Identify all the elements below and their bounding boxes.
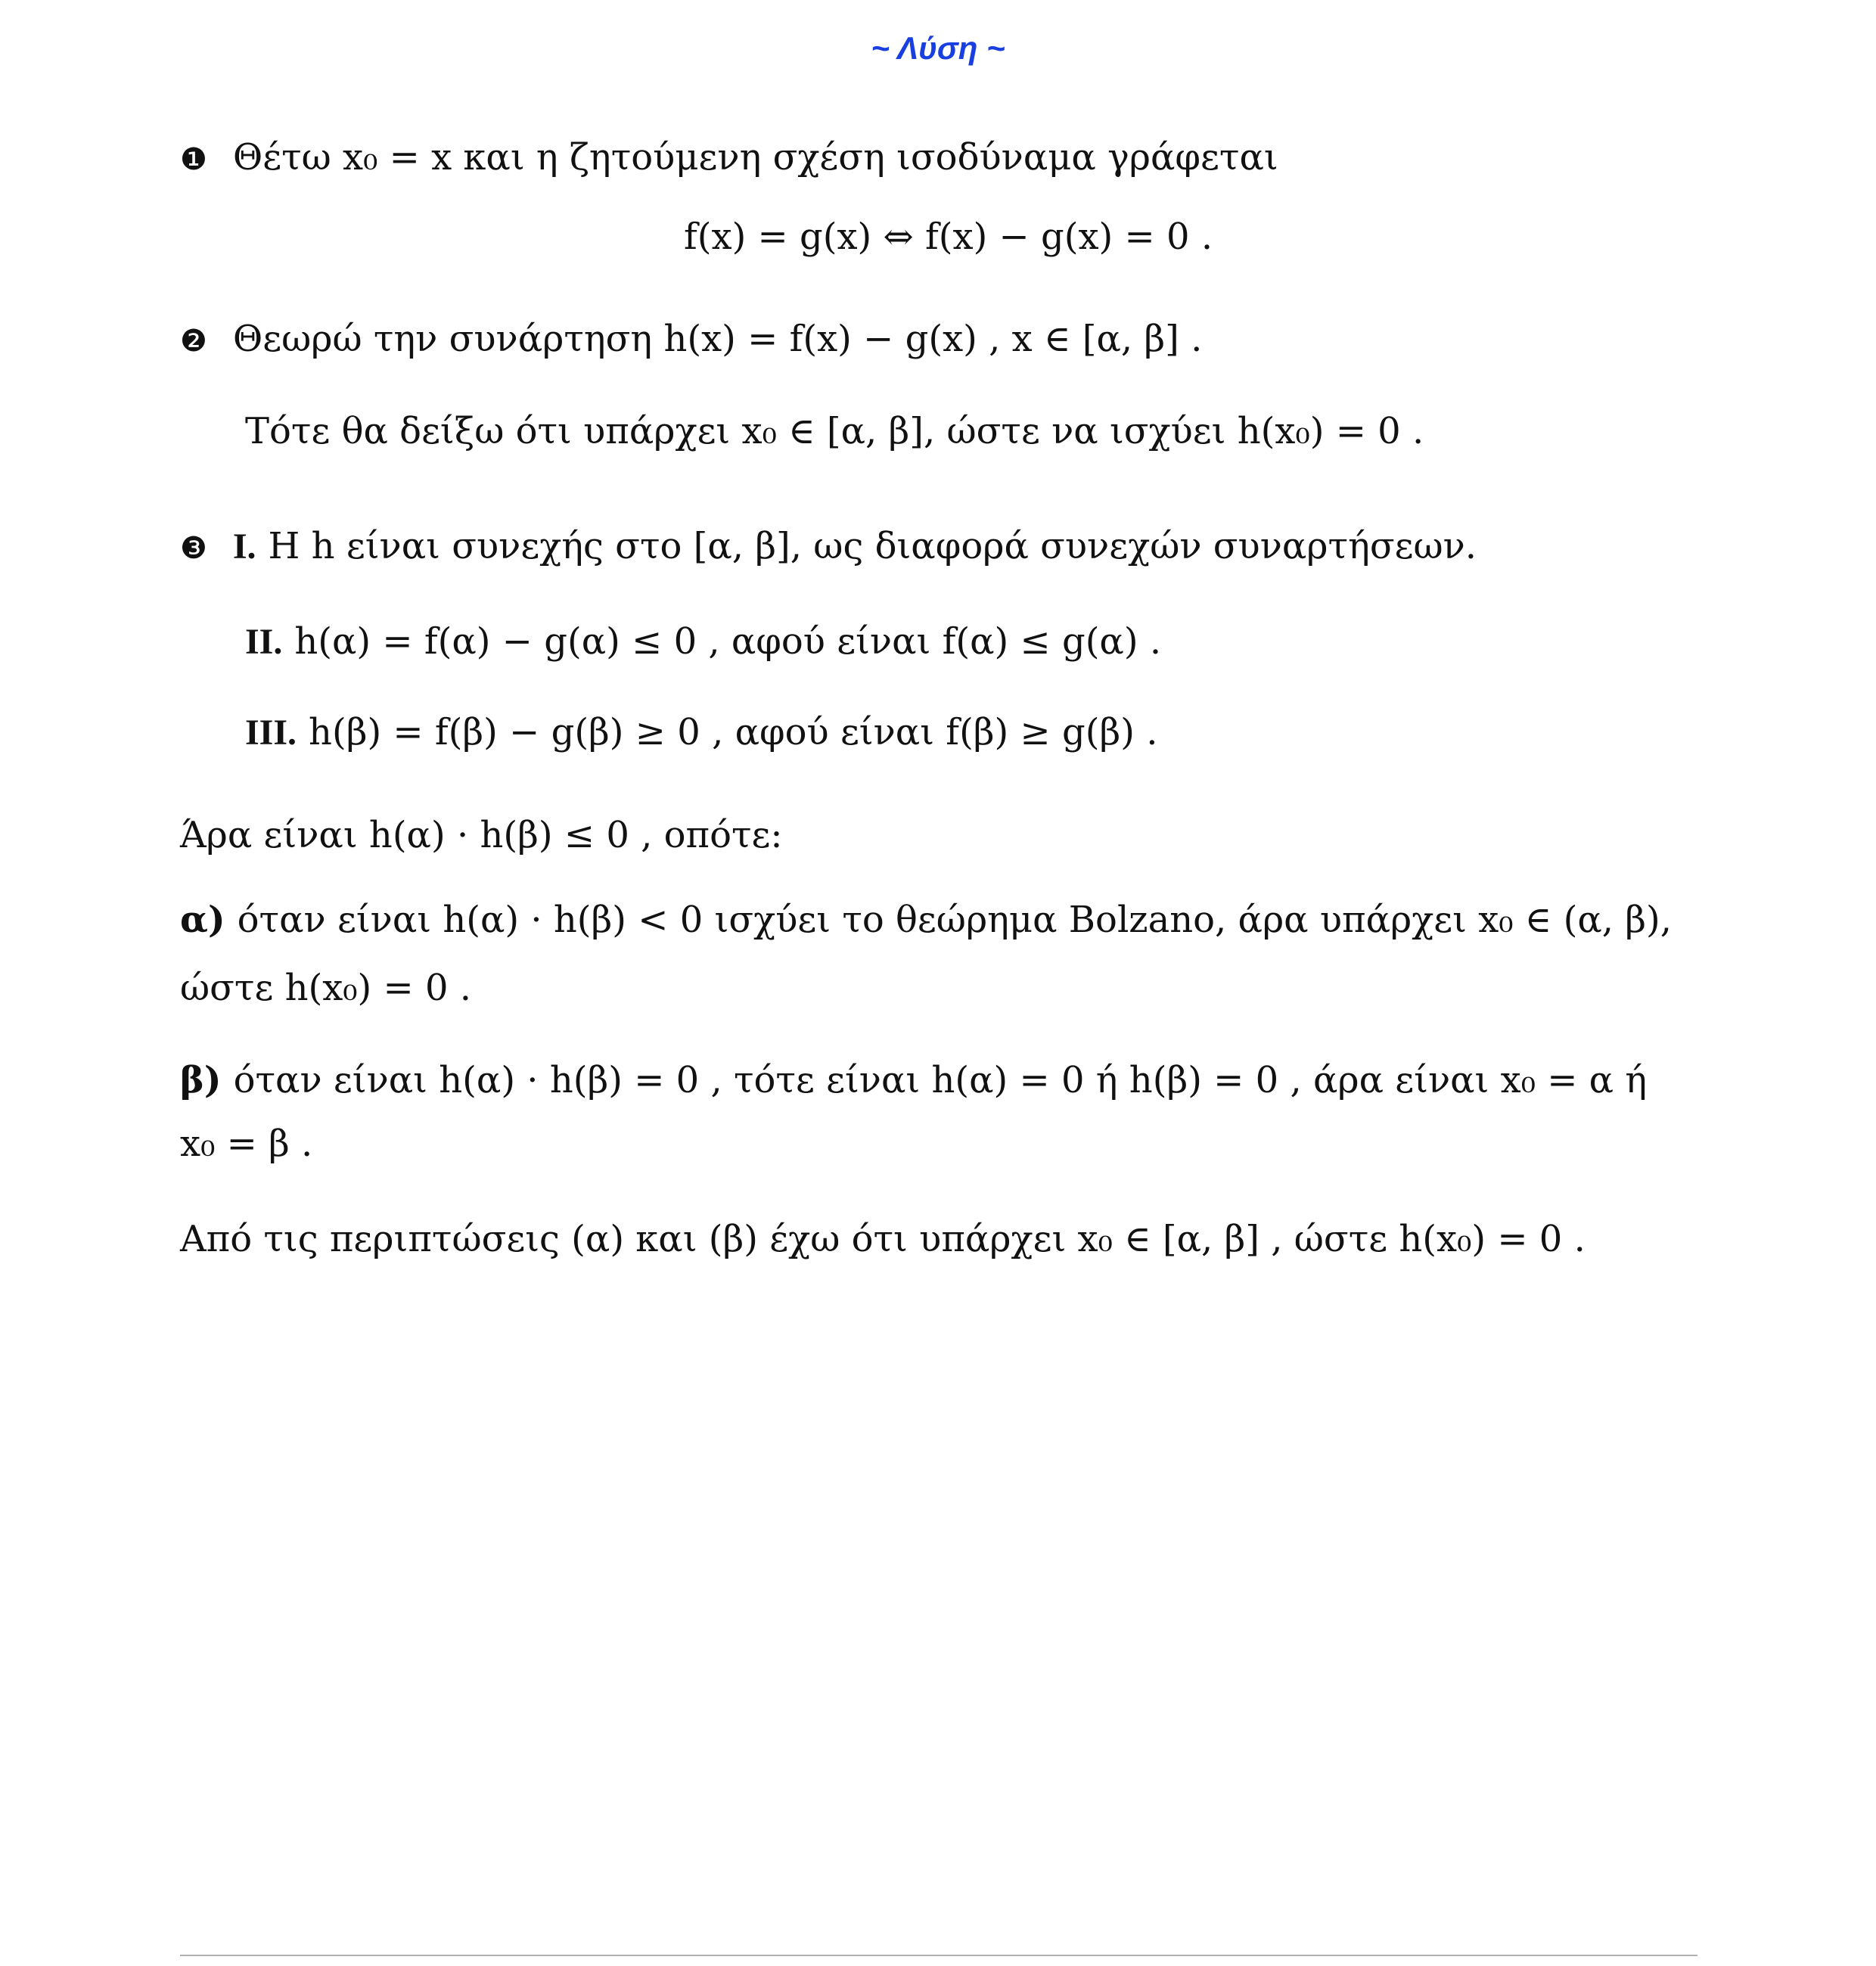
step1-line bbox=[180, 135, 1278, 182]
case-a-text2: ώστε h(x₀) = 0 . bbox=[180, 967, 472, 1009]
step2-text2: Τότε θα δείξω ότι υπάρχει x₀ ∈ [α, β], ώστε να ισχύει h(x₀) = 0 . bbox=[245, 410, 1424, 452]
step3-item3-text: h(β) = f(β) − g(β) ≥ 0 , αφού είναι f(β) ≥ g(β) . bbox=[309, 711, 1158, 753]
step3-item2-label: II. bbox=[245, 622, 283, 662]
case-b-label: β) bbox=[180, 1059, 222, 1101]
step1-text: Θέτω x₀ = x και η ζητούμενη σχέση ισοδύναμα γράφεται bbox=[232, 136, 1278, 179]
step2-text: Θεωρώ την συνάρτηση h(x) = f(x) − g(x) , x ∈ [α, β] . bbox=[232, 318, 1203, 360]
case-a-text: όταν είναι h(α) · h(β) < 0 ισχύει το θεώρημα Bolzano, άρα υπάρχει x₀ ∈ (α, β), bbox=[237, 899, 1672, 941]
step3-item2 bbox=[245, 619, 1161, 665]
conclusion-text: Άρα είναι h(α) · h(β) ≤ 0 , οπότε: bbox=[180, 814, 783, 856]
case-b-line bbox=[180, 1058, 1647, 1103]
step1-marker: ❶ bbox=[180, 142, 207, 177]
step2-marker: ❷ bbox=[180, 324, 207, 359]
footer-rule bbox=[180, 1955, 1697, 1956]
case-a-line bbox=[180, 897, 1672, 943]
step3-item3-label: III. bbox=[245, 713, 297, 753]
case-b-text: όταν είναι h(α) · h(β) = 0 , τότε είναι h(α) = 0 ή h(β) = 0 , άρα είναι x₀ = α ή bbox=[233, 1059, 1648, 1101]
case-b-text2: x₀ = β . bbox=[180, 1123, 313, 1165]
step1-equation: f(x) = g(x) ⇔ f(x) − g(x) = 0 . bbox=[684, 216, 1213, 258]
step2-line bbox=[180, 316, 1202, 364]
page-title: ~ Λύση ~ bbox=[871, 30, 1005, 66]
step3-item3 bbox=[245, 710, 1157, 756]
step3-item1-label: I. bbox=[232, 526, 256, 567]
step3-marker: ❸ bbox=[180, 531, 207, 566]
step3-item1-text: Η h είναι συνεχής στο [α, β], ως διαφορά συνεχών συναρτήσεων. bbox=[268, 525, 1477, 567]
step3-item2-text: h(α) = f(α) − g(α) ≤ 0 , αφού είναι f(α) ≤ g(α) . bbox=[294, 620, 1162, 663]
step3-line bbox=[180, 523, 1477, 571]
final-text: Από τις περιπτώσεις (α) και (β) έχω ότι υπάρχει x₀ ∈ [α, β] , ώστε h(x₀) = 0 . bbox=[180, 1218, 1586, 1260]
case-a-label: α) bbox=[180, 899, 225, 941]
